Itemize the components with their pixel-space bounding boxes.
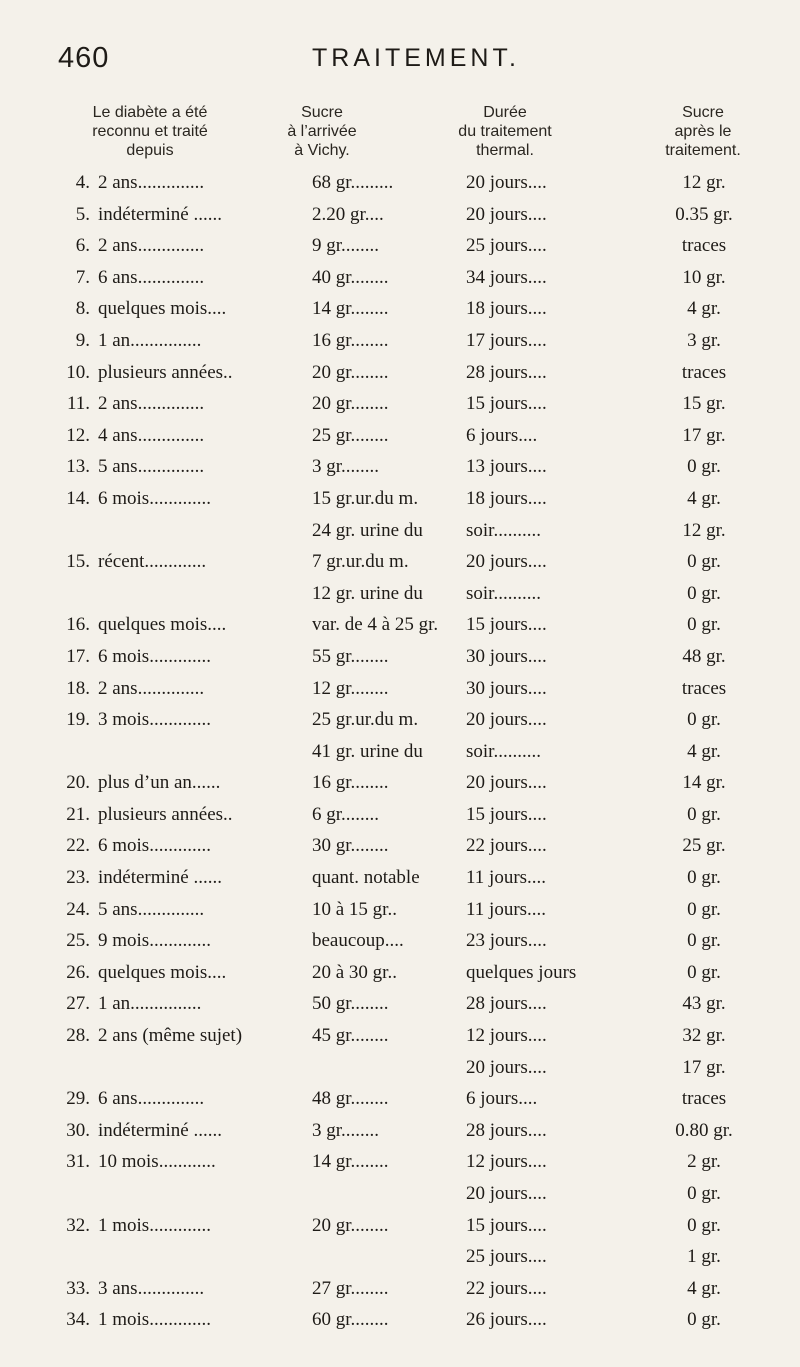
- table-row: [0, 483, 800, 515]
- sugar-on-arrival: 55 gr........: [312, 645, 389, 667]
- case-number: 8.: [75, 298, 90, 320]
- column-header-treatment-duration: Durée du traitement thermal.: [458, 104, 552, 159]
- sugar-on-arrival: 40 gr........: [312, 266, 389, 288]
- sugar-on-arrival: 20 à 30 gr..: [312, 961, 397, 983]
- case-number: 10.: [66, 361, 90, 383]
- sugar-on-arrival: 41 gr. urine du: [312, 740, 423, 762]
- table-row: [0, 799, 800, 831]
- table-row: [0, 957, 800, 989]
- table-row: [0, 1052, 800, 1084]
- treatment-duration: 22 jours....: [466, 1277, 547, 1299]
- sugar-on-arrival: var. de 4 à 25 gr.: [312, 614, 439, 636]
- treatment-duration: 15 jours....: [466, 393, 547, 415]
- treatment-duration: soir..........: [466, 519, 541, 541]
- sugar-after-treatment: 0.35 gr.: [675, 203, 733, 225]
- case-number: 16.: [66, 614, 90, 636]
- diagnosed-since: 6 mois.............: [98, 645, 211, 667]
- sugar-on-arrival: 15 gr.ur.du m.: [312, 487, 419, 509]
- diagnosed-since: 4 ans..............: [98, 424, 205, 446]
- sugar-after-treatment: 14 gr.: [682, 772, 726, 794]
- sugar-on-arrival: 16 gr........: [312, 772, 389, 794]
- diagnosed-since: quelques mois....: [98, 298, 227, 320]
- case-number: 20.: [66, 772, 90, 794]
- sugar-on-arrival: 20 gr........: [312, 1214, 389, 1236]
- case-number: 7.: [75, 266, 90, 288]
- sugar-after-treatment: 0 gr.: [687, 898, 721, 920]
- diagnosed-since: indéterminé ......: [98, 1119, 222, 1141]
- column-header-sugar-on-arrival: Sucre à l’arrivée à Vichy.: [287, 104, 357, 159]
- case-number: 4.: [75, 172, 90, 193]
- diagnosed-since: 6 ans..............: [98, 266, 205, 288]
- diagnosed-since: 2 ans..............: [98, 393, 205, 415]
- sugar-after-treatment: 15 gr.: [682, 393, 726, 415]
- table-row: [0, 673, 800, 705]
- treatment-duration: 6 jours....: [466, 424, 538, 446]
- sugar-after-treatment: traces: [681, 235, 727, 257]
- sugar-on-arrival: 3 gr........: [312, 456, 380, 478]
- table-row: [0, 357, 800, 389]
- table-row: [0, 388, 800, 420]
- case-number: 31.: [66, 1151, 90, 1173]
- case-number: 30.: [66, 1119, 90, 1141]
- sugar-after-treatment: 17 gr.: [682, 424, 726, 446]
- sugar-on-arrival: 60 gr........: [312, 1309, 389, 1331]
- diagnosed-since: 2 ans (même sujet): [98, 1025, 243, 1047]
- sugar-after-treatment: traces: [681, 361, 727, 383]
- sugar-on-arrival: 27 gr........: [312, 1277, 389, 1299]
- table-row: [0, 293, 800, 325]
- diagnosed-since: 1 mois.............: [98, 1214, 211, 1236]
- diagnosed-since: quelques mois....: [98, 614, 227, 636]
- sugar-after-treatment: 17 gr.: [682, 1056, 726, 1078]
- sugar-after-treatment: 0.80 gr.: [675, 1119, 733, 1141]
- diagnosed-since: plusieurs années..: [98, 361, 233, 383]
- sugar-on-arrival: 50 gr........: [312, 993, 389, 1015]
- diagnosed-since: 1 mois.............: [98, 1309, 211, 1331]
- diagnosed-since: 5 ans..............: [98, 898, 205, 920]
- treatment-duration: soir..........: [466, 582, 541, 604]
- treatment-duration: 28 jours....: [466, 361, 547, 383]
- diagnosed-since: 6 mois.............: [98, 487, 211, 509]
- sugar-on-arrival: beaucoup....: [312, 930, 404, 952]
- sugar-after-treatment: 0 gr.: [687, 1214, 721, 1236]
- treatment-duration: 17 jours....: [466, 329, 547, 351]
- treatment-duration: 6 jours....: [466, 1088, 538, 1110]
- treatment-duration: 28 jours....: [466, 993, 547, 1015]
- sugar-on-arrival: 30 gr........: [312, 835, 389, 857]
- sugar-after-treatment: 4 gr.: [687, 298, 721, 320]
- sugar-after-treatment: 0 gr.: [687, 803, 721, 825]
- sugar-after-treatment: 12 gr.: [682, 172, 726, 193]
- table-row: [0, 830, 800, 862]
- table-row: [0, 1304, 800, 1336]
- sugar-on-arrival: 14 gr........: [312, 298, 389, 320]
- diagnosed-since: 2 ans..............: [98, 677, 205, 699]
- table-row: [0, 609, 800, 641]
- diagnosed-since: plus d’un an......: [98, 772, 221, 794]
- sugar-on-arrival: 10 à 15 gr..: [312, 898, 397, 920]
- table-row: [0, 546, 800, 578]
- sugar-after-treatment: 10 gr.: [682, 266, 726, 288]
- case-number: 22.: [66, 835, 90, 857]
- diagnosed-since: indéterminé ......: [98, 203, 222, 225]
- treatment-duration: 20 jours....: [466, 1183, 547, 1204]
- treatment-duration: 20 jours....: [466, 172, 547, 193]
- sugar-on-arrival: 68 gr.........: [312, 172, 394, 193]
- sugar-after-treatment: 0 gr.: [687, 709, 721, 731]
- case-number: 26.: [66, 961, 90, 983]
- case-number: 5.: [75, 203, 90, 225]
- sugar-after-treatment: 32 gr.: [682, 1025, 726, 1047]
- diagnosed-since: 2 ans..............: [98, 172, 205, 193]
- treatment-duration: 23 jours....: [466, 930, 547, 952]
- table-row: [0, 1115, 800, 1147]
- sugar-after-treatment: 2 gr.: [687, 1151, 721, 1173]
- table-row: [0, 578, 800, 610]
- sugar-after-treatment: 3 gr.: [687, 329, 721, 351]
- treatment-duration: soir..........: [466, 740, 541, 762]
- table-row: [0, 894, 800, 926]
- table-row: [0, 1083, 800, 1115]
- sugar-on-arrival: 20 gr........: [312, 393, 389, 415]
- sugar-on-arrival: 7 gr.ur.du m.: [312, 551, 409, 573]
- sugar-on-arrival: 9 gr........: [312, 235, 380, 257]
- running-title: TRAITEMENT.: [312, 44, 520, 72]
- sugar-on-arrival: 6 gr........: [312, 803, 380, 825]
- table-row: [0, 230, 800, 262]
- sugar-after-treatment: 25 gr.: [682, 835, 726, 857]
- treatment-duration: 34 jours....: [466, 266, 547, 288]
- table-row: [0, 1178, 800, 1210]
- sugar-on-arrival: 14 gr........: [312, 1151, 389, 1173]
- diagnosed-since: 6 mois.............: [98, 835, 211, 857]
- sugar-after-treatment: 0 gr.: [687, 614, 721, 636]
- case-number: 6.: [75, 235, 90, 257]
- treatment-duration: 13 jours....: [466, 456, 547, 478]
- sugar-on-arrival: 12 gr........: [312, 677, 389, 699]
- treatment-duration: 15 jours....: [466, 803, 547, 825]
- treatment-duration: 22 jours....: [466, 835, 547, 857]
- table-row: [0, 199, 800, 231]
- treatment-duration: 15 jours....: [466, 614, 547, 636]
- column-header-diagnosed-since: Le diabète a été reconnu et traité depuis: [92, 104, 208, 159]
- diagnosed-since: 1 an...............: [98, 329, 202, 351]
- case-number: 14.: [66, 487, 90, 509]
- sugar-after-treatment: 48 gr.: [682, 645, 726, 667]
- table-row: [0, 420, 800, 452]
- sugar-after-treatment: 12 gr.: [682, 519, 726, 541]
- diagnosed-since: 1 an...............: [98, 993, 202, 1015]
- sugar-after-treatment: 0 gr.: [687, 551, 721, 573]
- case-number: 21.: [66, 803, 90, 825]
- treatment-duration: 12 jours....: [466, 1151, 547, 1173]
- sugar-after-treatment: 4 gr.: [687, 487, 721, 509]
- case-number: 13.: [66, 456, 90, 478]
- treatment-duration: 26 jours....: [466, 1309, 547, 1331]
- sugar-on-arrival: 20 gr........: [312, 361, 389, 383]
- treatment-duration: 11 jours....: [466, 898, 547, 920]
- table-row: [0, 1273, 800, 1305]
- page-header: [0, 42, 800, 82]
- sugar-on-arrival: 2.20 gr....: [312, 203, 384, 225]
- table-row: [0, 1020, 800, 1052]
- sugar-on-arrival: 25 gr.ur.du m.: [312, 709, 419, 731]
- table-row: [0, 1210, 800, 1242]
- table-row: [0, 451, 800, 483]
- case-number: 28.: [66, 1025, 90, 1047]
- sugar-after-treatment: traces: [681, 677, 727, 699]
- diagnosed-since: quelques mois....: [98, 961, 227, 983]
- diagnosed-since: 10 mois............: [98, 1151, 216, 1173]
- column-header-sugar-after-treatment: Sucre après le traitement.: [665, 104, 741, 159]
- table-row: [0, 325, 800, 357]
- sugar-on-arrival: 3 gr........: [312, 1119, 380, 1141]
- sugar-after-treatment: 4 gr.: [687, 1277, 721, 1299]
- sugar-on-arrival: 12 gr. urine du: [312, 582, 423, 604]
- treatment-duration: 12 jours....: [466, 1025, 547, 1047]
- sugar-after-treatment: 0 gr.: [687, 1309, 721, 1331]
- treatment-duration: 25 jours....: [466, 1246, 547, 1268]
- treatment-duration: 18 jours....: [466, 487, 547, 509]
- table-row: [0, 704, 800, 736]
- page-number: 460: [58, 42, 110, 74]
- sugar-after-treatment: 0 gr.: [687, 456, 721, 478]
- case-number: 12.: [66, 424, 90, 446]
- sugar-after-treatment: 4 gr.: [687, 740, 721, 762]
- diagnosed-since: indéterminé ......: [98, 867, 222, 889]
- sugar-after-treatment: 0 gr.: [687, 961, 721, 983]
- treatment-duration: 28 jours....: [466, 1119, 547, 1141]
- treatment-duration: 15 jours....: [466, 1214, 547, 1236]
- case-number: 34.: [66, 1309, 90, 1331]
- treatment-duration: 20 jours....: [466, 709, 547, 731]
- diagnosed-since: 6 ans..............: [98, 1088, 205, 1110]
- treatment-duration: 11 jours....: [466, 867, 547, 889]
- case-number: 23.: [66, 867, 90, 889]
- case-number: 27.: [66, 993, 90, 1015]
- sugar-on-arrival: quant. notable: [312, 867, 420, 889]
- table-row: [0, 262, 800, 294]
- sugar-after-treatment: 43 gr.: [682, 993, 726, 1015]
- table-row: [0, 1146, 800, 1178]
- sugar-after-treatment: 0 gr.: [687, 930, 721, 952]
- sugar-after-treatment: 1 gr.: [687, 1246, 721, 1268]
- treatment-duration: 20 jours....: [466, 203, 547, 225]
- table-row: [0, 736, 800, 768]
- case-number: 11.: [66, 393, 90, 415]
- diagnosed-since: 2 ans..............: [98, 235, 205, 257]
- case-number: 24.: [66, 898, 90, 920]
- sugar-after-treatment: traces: [681, 1088, 727, 1110]
- case-number: 29.: [66, 1088, 90, 1110]
- treatment-duration: 18 jours....: [466, 298, 547, 320]
- sugar-on-arrival: 25 gr........: [312, 424, 389, 446]
- treatment-duration: 20 jours....: [466, 772, 547, 794]
- case-number: 18.: [66, 677, 90, 699]
- diagnosed-since: plusieurs années..: [98, 803, 233, 825]
- table-row: [0, 515, 800, 547]
- diagnosed-since: 3 ans..............: [98, 1277, 205, 1299]
- diagnosed-since: récent.............: [98, 551, 207, 573]
- case-number: 32.: [66, 1214, 90, 1236]
- table-row: [0, 925, 800, 957]
- table-row: [0, 988, 800, 1020]
- case-number: 17.: [66, 645, 90, 667]
- sugar-on-arrival: 16 gr........: [312, 329, 389, 351]
- case-table: [0, 167, 800, 1336]
- sugar-on-arrival: 48 gr........: [312, 1088, 389, 1110]
- table-row: [0, 1241, 800, 1273]
- diagnosed-since: 9 mois.............: [98, 930, 211, 952]
- sugar-on-arrival: 45 gr........: [312, 1025, 389, 1047]
- treatment-duration: 20 jours....: [466, 551, 547, 573]
- case-number: 33.: [66, 1277, 90, 1299]
- table-row: [0, 167, 800, 199]
- case-number: 19.: [66, 709, 90, 731]
- sugar-after-treatment: 0 gr.: [687, 867, 721, 889]
- treatment-duration: 30 jours....: [466, 677, 547, 699]
- sugar-after-treatment: 0 gr.: [687, 1183, 721, 1204]
- case-number: 25.: [66, 930, 90, 952]
- treatment-duration: 25 jours....: [466, 235, 547, 257]
- diagnosed-since: 3 mois.............: [98, 709, 211, 731]
- table-row: [0, 862, 800, 894]
- case-number: 15.: [66, 551, 90, 573]
- table-row: [0, 767, 800, 799]
- sugar-after-treatment: 0 gr.: [687, 582, 721, 604]
- treatment-duration: quelques jours: [466, 961, 577, 983]
- sugar-on-arrival: 24 gr. urine du: [312, 519, 423, 541]
- diagnosed-since: 5 ans..............: [98, 456, 205, 478]
- treatment-duration: 20 jours....: [466, 1056, 547, 1078]
- table-row: [0, 641, 800, 673]
- treatment-duration: 30 jours....: [466, 645, 547, 667]
- case-number: 9.: [75, 329, 90, 351]
